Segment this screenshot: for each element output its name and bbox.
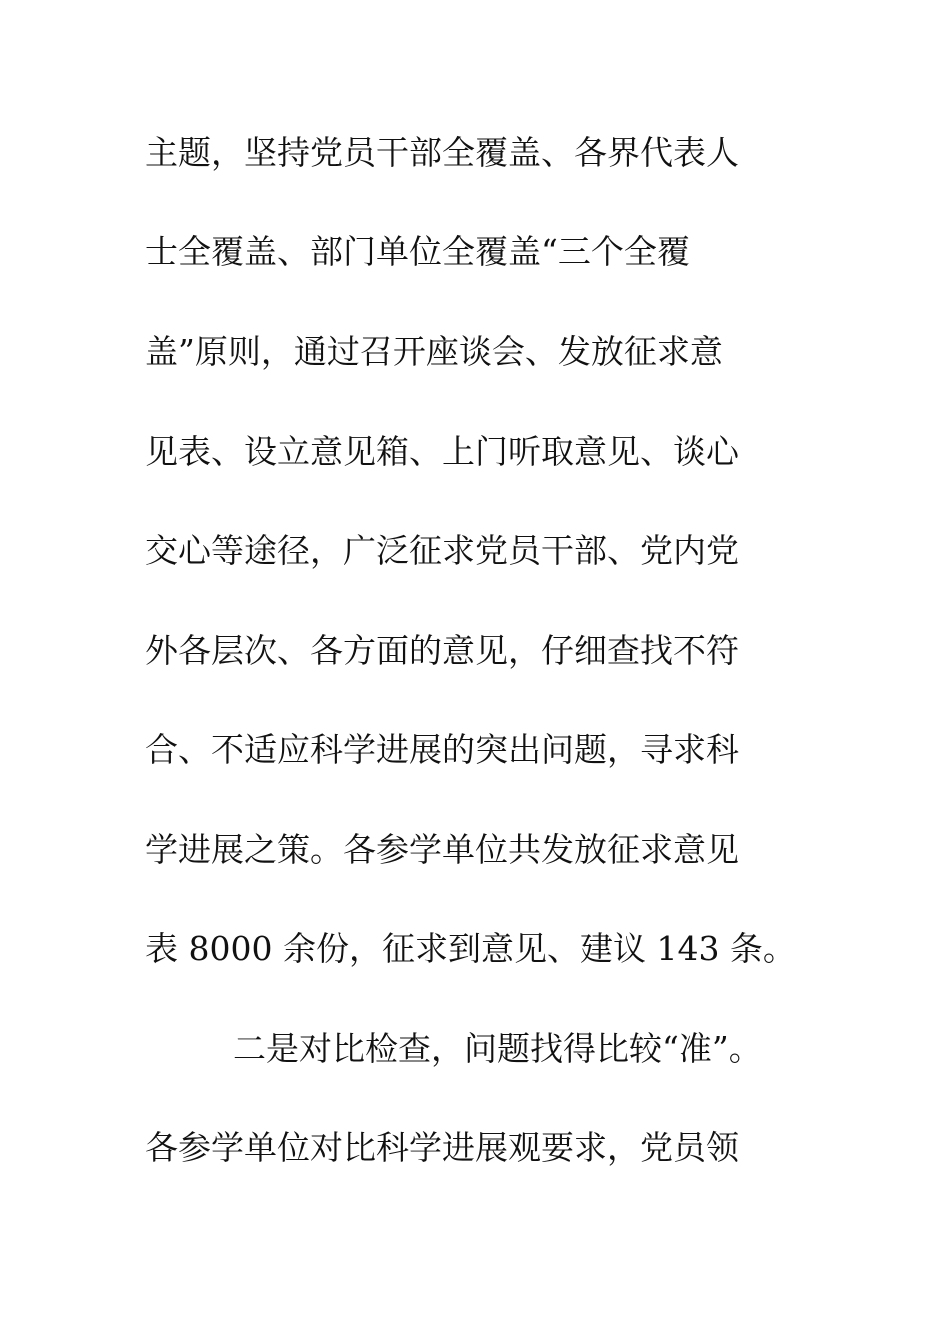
body-text-line: 合、不适应科学进展的突出问题，寻求科 [145, 730, 739, 769]
body-text-line: 盖”原则，通过召开座谈会、发放征求意 [145, 332, 723, 371]
body-text-line: 学进展之策。各参学单位共发放征求意见 [145, 830, 739, 869]
paragraph-heading-line: 二是对比检查，问题找得比较“准”。 [233, 1029, 762, 1068]
body-text-line: 交心等途径，广泛征求党员干部、党内党 [145, 531, 739, 570]
body-text-line: 士全覆盖、部门单位全覆盖“三个全覆 [145, 232, 690, 271]
body-text-line: 表 8000 余份，征求到意见、建议 143 条。 [145, 929, 796, 968]
body-text-line: 见表、设立意见箱、上门听取意见、谈心 [145, 432, 739, 471]
body-text-line: 外各层次、各方面的意见，仔细查找不符 [145, 631, 739, 670]
body-text-line: 各参学单位对比科学进展观要求，党员领 [145, 1128, 739, 1167]
body-text-line: 主题，坚持党员干部全覆盖、各界代表人 [145, 133, 739, 172]
